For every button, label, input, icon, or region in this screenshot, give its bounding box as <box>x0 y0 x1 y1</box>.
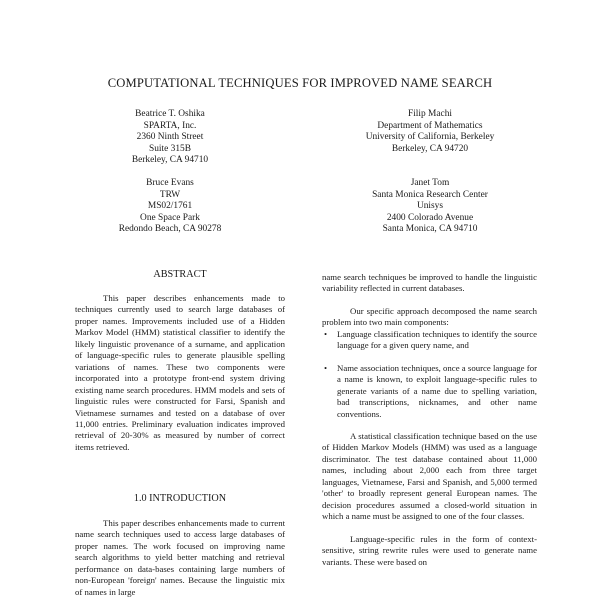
author-affiliation: Unisys <box>416 201 444 212</box>
author-address: Berkeley, CA 94710 <box>131 155 209 166</box>
bullet-text: Name association techniques, once a source language for a name is known, to exploit language-specific rules to generate variants of a name due to spelling variation, bad transcriptions, nicknames, and other name conventions. <box>337 362 537 419</box>
introduction-heading: 1.0 INTRODUCTION <box>133 493 227 504</box>
right-column <box>322 272 537 568</box>
abstract-body <box>75 293 285 453</box>
author-block-evans <box>85 178 255 236</box>
author-block-oshika <box>85 109 255 167</box>
author-address: Suite 315B <box>149 143 191 154</box>
author-address: One Space Park <box>140 212 200 223</box>
author-address: Santa Monica, CA 94710 <box>382 224 478 235</box>
author-name: Beatrice T. Oshika <box>135 109 205 119</box>
author-affiliation: TRW <box>159 189 181 200</box>
author-address: 2360 Ninth Street <box>136 132 204 143</box>
author-address: Berkeley, CA 94720 <box>391 143 469 154</box>
bullet-marker: • <box>324 328 328 339</box>
author-name: Filip Machi <box>407 109 452 119</box>
right-paragraph: Our specific approach decomposed the name search problem into two main components: <box>322 305 537 328</box>
right-paragraph: name search techniques be improved to handle the linguistic variability reflected in current databases. <box>322 272 537 294</box>
bullet-text: Language classification techniques to identify the source language for a given query name, and <box>337 328 537 351</box>
right-paragraph: Language-specific rules in the form of context-sensitive, string rewrite rules were used to generate name variants. These were based on <box>322 533 537 567</box>
author-address: MS02/1761 <box>147 201 193 212</box>
author-affiliation: SPARTA, Inc. <box>143 120 197 131</box>
author-name: Bruce Evans <box>146 178 194 188</box>
abstract-heading: ABSTRACT <box>153 269 207 280</box>
introduction-paragraph: This paper describes enhancements made to current name search techniques used to access large databases of proper names. The work focused on improving name search algorithms to yield better matching and retrieval performance on data-bases containing large numbers of non-European 'foreign' names. Because the linguistic mix of names in large <box>75 518 285 597</box>
author-name: Janet Tom <box>410 178 450 188</box>
author-affiliation: University of California, Berkeley <box>365 132 495 143</box>
paper-title: COMPUTATIONAL TECHNIQUES FOR IMPROVED NAME SEARCH <box>107 76 493 90</box>
author-block-tom <box>330 178 530 236</box>
author-address: 2400 Colorado Avenue <box>386 212 474 223</box>
author-affiliation: Santa Monica Research Center <box>372 189 488 200</box>
introduction-body <box>75 518 285 598</box>
bullet-marker: • <box>324 362 328 373</box>
right-paragraph: A statistical classification technique based on the use of Hidden Markov Models (HMM) was used as a language discriminator. The test database contained about 11,000 names, including about 2,000 each from three target languages, Vietnamese, Farsi and Spanish, and 5,000 termed 'other' to broadly represent general European names. The decision procedures assumed a closed-world situation in which a name must be assigned to one of the four classes. <box>322 430 537 522</box>
abstract-paragraph: This paper describes enhancements made to techniques currently used to search large databases of proper names. Improvements included use of a Hidden Markov Model (HMM) statistical classifier to identify the likely linguistic provenance of a surname, and application of language-specific rules to generate plausible spelling variations of names. These two components were incorporated into a prototype front-end system driving existing name search procedures. HMM models and sets of linguistic rules were constructed for Farsi, Spanish and Vietnamese surnames and tested on a database of over 11,000 entries. Preliminary evaluation indicates improved retrieval of 20-30% as measured by number of correct items retrieved. <box>75 293 285 452</box>
author-affiliation: Department of Mathematics <box>377 120 483 131</box>
bullet-item-name-association <box>322 363 537 420</box>
author-address: Redondo Beach, CA 90278 <box>118 224 222 235</box>
bullet-item-language-classification <box>322 329 537 352</box>
author-block-machi <box>330 109 530 155</box>
